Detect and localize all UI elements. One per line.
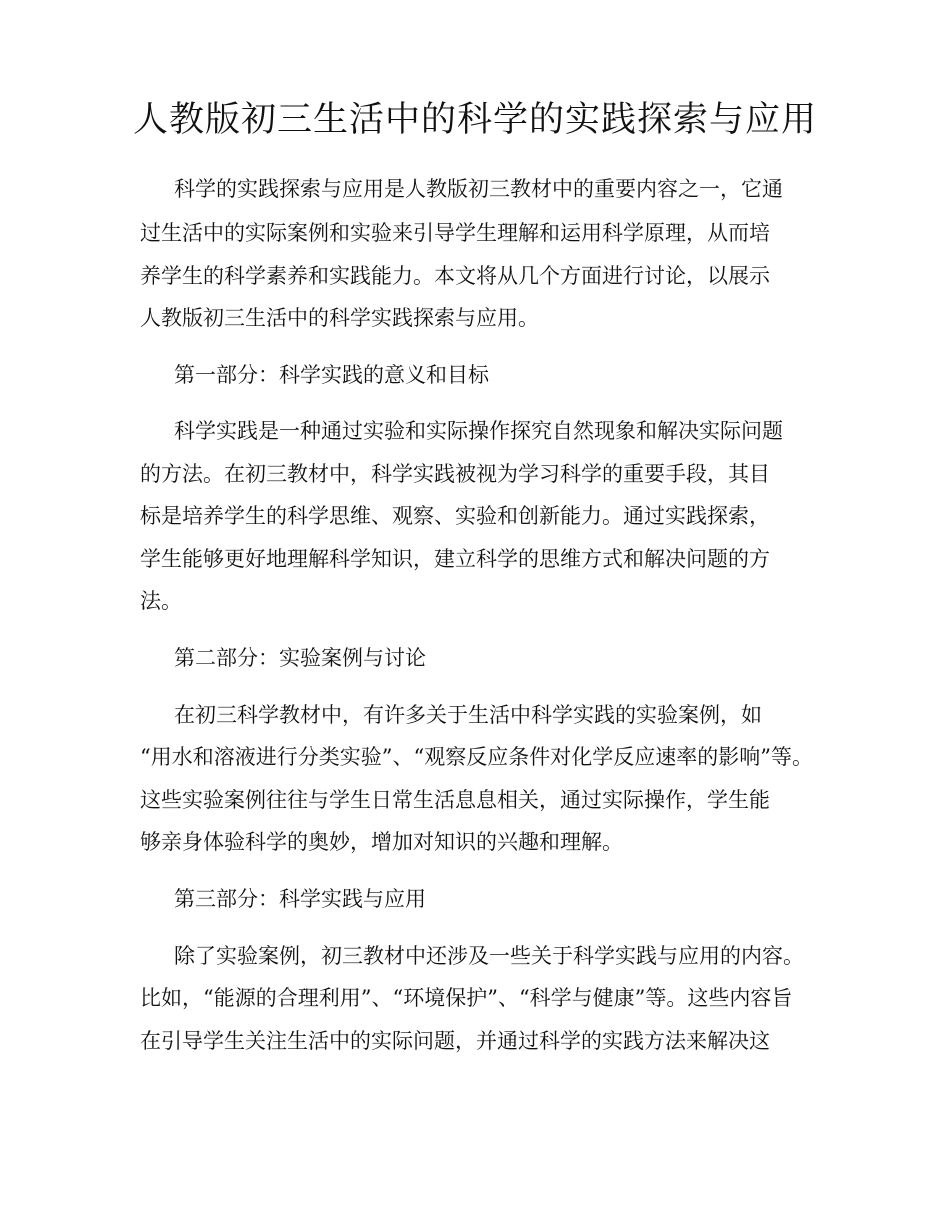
section2-line-1: 在初三科学教材中，有许多关于生活中科学实践的实验案例，如: [174, 703, 762, 727]
section1-line-5: 法。: [140, 589, 182, 613]
section3-line-3: 在引导学生关注生活中的实际问题，并通过科学的实践方法来解决这: [140, 1029, 770, 1053]
section3-heading: 第三部分：科学实践与应用: [174, 887, 426, 911]
section2-line-4: 够亲身体验科学的奥妙，增加对知识的兴趣和理解。: [140, 830, 623, 854]
section1-line-4: 学生能够更好地理解科学知识，建立科学的思维方式和解决问题的方: [140, 547, 770, 571]
section3-line-1: 除了实验案例，初三教材中还涉及一些关于科学实践与应用的内容。: [174, 944, 804, 968]
section1-line-1: 科学实践是一种通过实验和实际操作探究自然现象和解决实际问题: [174, 419, 783, 443]
section1-heading: 第一部分：科学实践的意义和目标: [174, 363, 489, 387]
section2-heading: 第二部分：实验案例与讨论: [174, 646, 426, 670]
intro-line-3: 养学生的科学素养和实践能力。本文将从几个方面进行讨论，以展示: [140, 264, 770, 288]
intro-line-4: 人教版初三生活中的科学实践探索与应用。: [140, 306, 539, 330]
section1-line-2: 的方法。在初三教材中，科学实践被视为学习科学的重要手段，其目: [140, 462, 770, 486]
section3-line-2: 比如，“能源的合理利用”、“环境保护”、“科学与健康”等。这些内容旨: [140, 986, 793, 1010]
intro-line-1: 科学的实践探索与应用是人教版初三教材中的重要内容之一，它通: [174, 177, 783, 201]
section2-line-2: “用水和溶液进行分类实验”、“观察反应条件对化学反应速率的影响”等。: [140, 745, 813, 769]
section1-line-3: 标是培养学生的科学思维、观察、实验和创新能力。通过实践探索，: [140, 504, 770, 528]
document-title: 人教版初三生活中的科学的实践探索与应用: [132, 100, 817, 140]
intro-line-2: 过生活中的实际案例和实验来引导学生理解和运用科学原理，从而培: [140, 221, 770, 245]
section2-line-3: 这些实验案例往往与学生日常生活息息相关，通过实际操作，学生能: [140, 788, 770, 812]
